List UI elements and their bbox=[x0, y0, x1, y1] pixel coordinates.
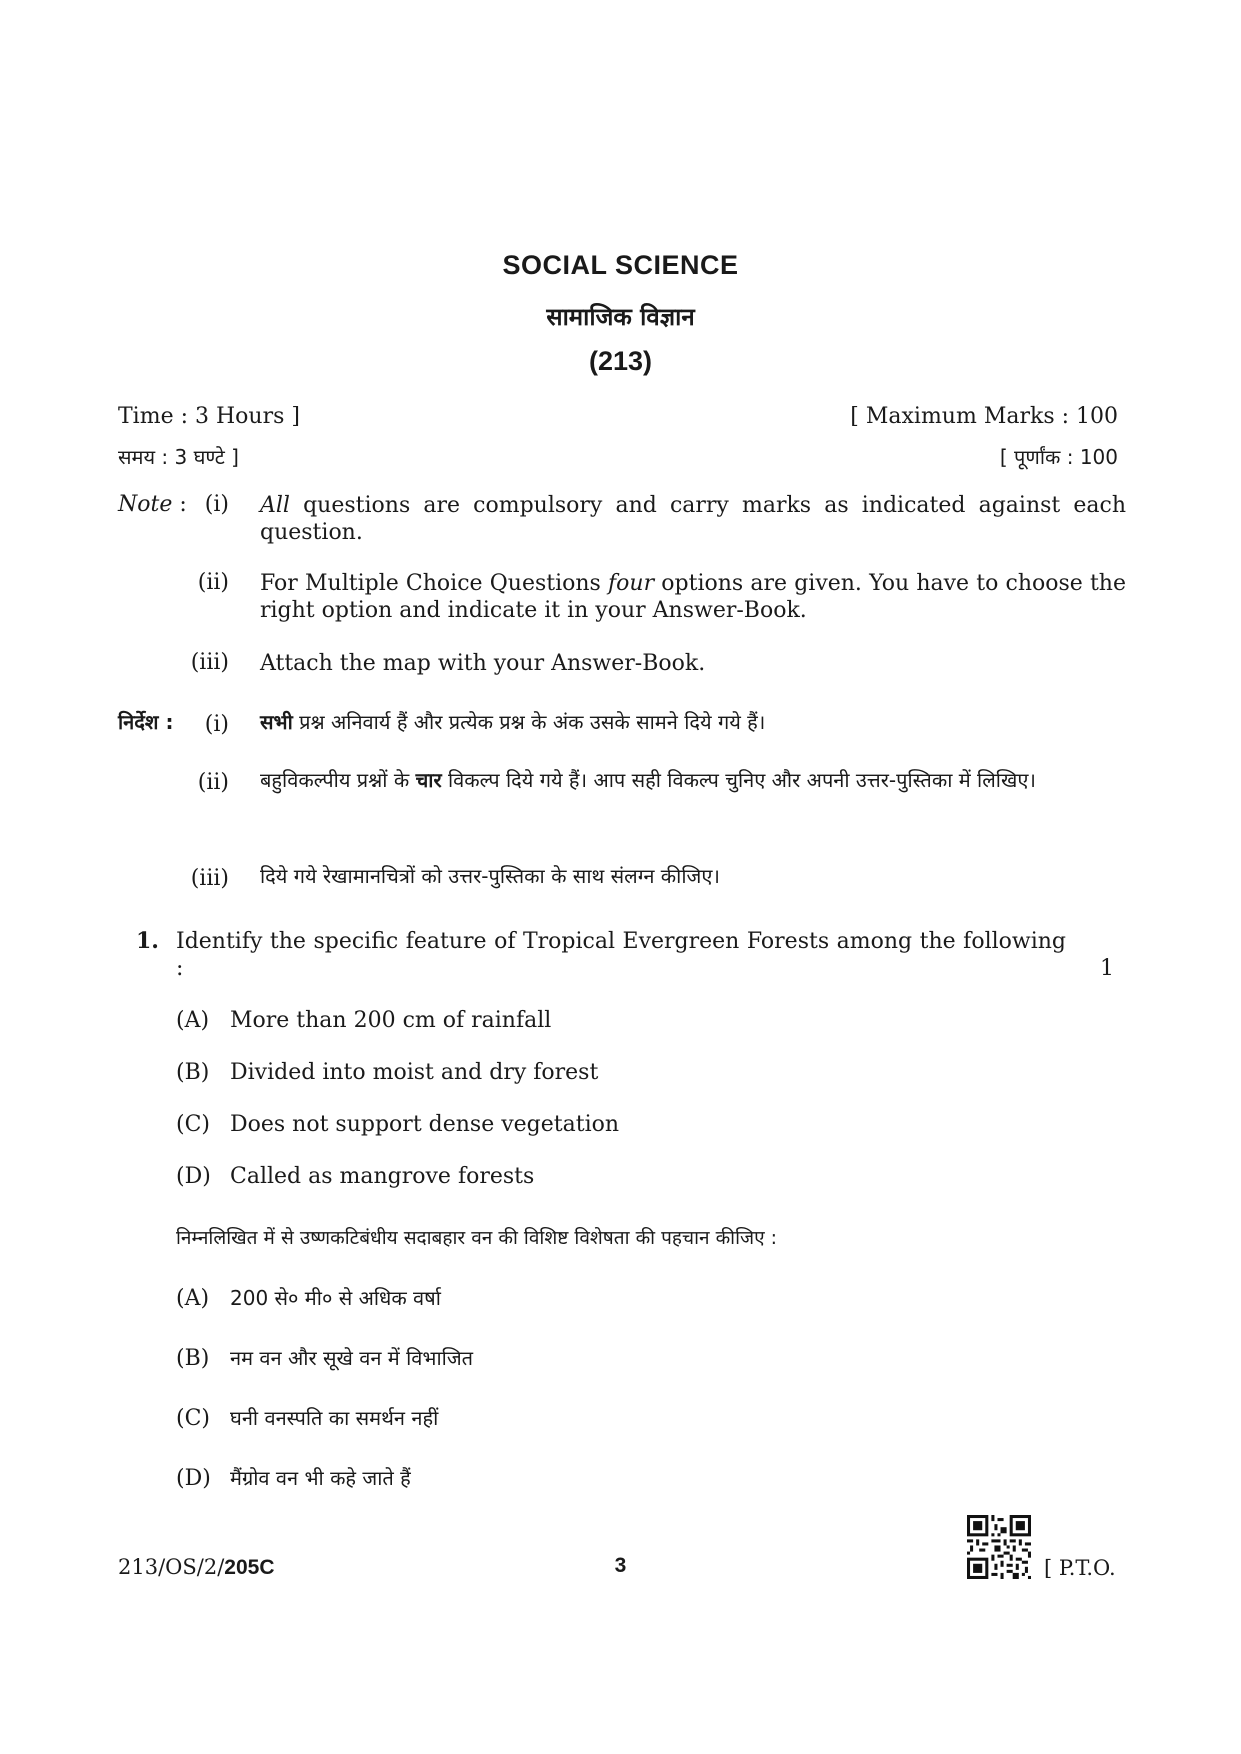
nirdesh-item: दिये गये रेखामानचित्रों को उत्तर-पुस्तिका के साथ संलग्न कीजिए। bbox=[260, 864, 720, 888]
qr-code-icon bbox=[967, 1515, 1031, 1579]
nirdesh-num: (i) bbox=[204, 712, 229, 737]
note-num: (ii) bbox=[197, 570, 229, 595]
subject-code: (213) bbox=[588, 346, 653, 376]
note-item: All questions are compulsory and carry marks as indicated against each question. bbox=[260, 493, 1126, 545]
option-d-hindi: (D) मैंग्रोव वन भी कहे जाते हैं bbox=[176, 1466, 411, 1491]
question-text: Identify the specific feature of Tropical Evergreen Forests among the following : bbox=[176, 929, 1066, 981]
time-marks-row-hindi bbox=[118, 443, 1118, 470]
time-en: Time : 3 Hours ] bbox=[118, 404, 300, 429]
nirdesh-label: निर्देश : bbox=[118, 710, 174, 734]
time-marks-row bbox=[118, 404, 1118, 429]
note-item: For Multiple Choice Questions four options are given. You have to choose the right option and indicate it in your Answer-Book. bbox=[260, 571, 1126, 623]
time-hi: समय : 3 घण्टे ] bbox=[118, 445, 239, 469]
question-number: 1. bbox=[136, 928, 159, 954]
note-item: Attach the map with your Answer-Book. bbox=[260, 651, 706, 676]
option-b-hindi: (B) नम वन और सूखे वन में विभाजित bbox=[176, 1346, 474, 1371]
note-num: (i) bbox=[204, 492, 229, 517]
option-a-hindi: (A) 200 से० मी० से अधिक वर्षा bbox=[176, 1286, 441, 1311]
option-c-hindi: (C) घनी वनस्पति का समर्थन नहीं bbox=[176, 1406, 439, 1431]
question-marks: 1 bbox=[1100, 956, 1114, 981]
pto-label: [ P.T.O. bbox=[1044, 1556, 1116, 1580]
nirdesh-num: (ii) bbox=[197, 770, 229, 795]
note-label: Note : bbox=[118, 492, 187, 517]
note-num: (iii) bbox=[190, 650, 229, 675]
nirdesh-num: (iii) bbox=[190, 866, 229, 891]
paper-code: 213/OS/2/205C bbox=[118, 1555, 275, 1579]
option-c: (C) Does not support dense vegetation bbox=[176, 1112, 620, 1137]
max-marks-hi: [ पूर्णांक : 100 bbox=[999, 445, 1118, 469]
page-title-hindi: सामाजिक विज्ञान bbox=[546, 303, 695, 331]
option-d: (D) Called as mangrove forests bbox=[176, 1164, 535, 1189]
page-title: SOCIAL SCIENCE bbox=[502, 250, 739, 280]
max-marks-en: [ Maximum Marks : 100 bbox=[850, 404, 1118, 429]
nirdesh-item: सभी प्रश्न अनिवार्य हैं और प्रत्येक प्रश्न के अंक उसके सामने दिये गये हैं। bbox=[260, 710, 766, 734]
option-b: (B) Divided into moist and dry forest bbox=[176, 1060, 599, 1085]
option-a: (A) More than 200 cm of rainfall bbox=[176, 1008, 552, 1033]
page-number: 3 bbox=[614, 1554, 627, 1577]
nirdesh-item: बहुविकल्पीय प्रश्नों के चार विकल्प दिये गये हैं। आप सही विकल्प चुनिए और अपनी उत्तर-पुस्तिका में लिखिए। bbox=[260, 768, 1036, 792]
question-text-hindi: निम्नलिखित में से उष्णकटिबंधीय सदाबहार वन की विशिष्ट विशेषता की पहचान कीजिए : bbox=[176, 1227, 778, 1249]
